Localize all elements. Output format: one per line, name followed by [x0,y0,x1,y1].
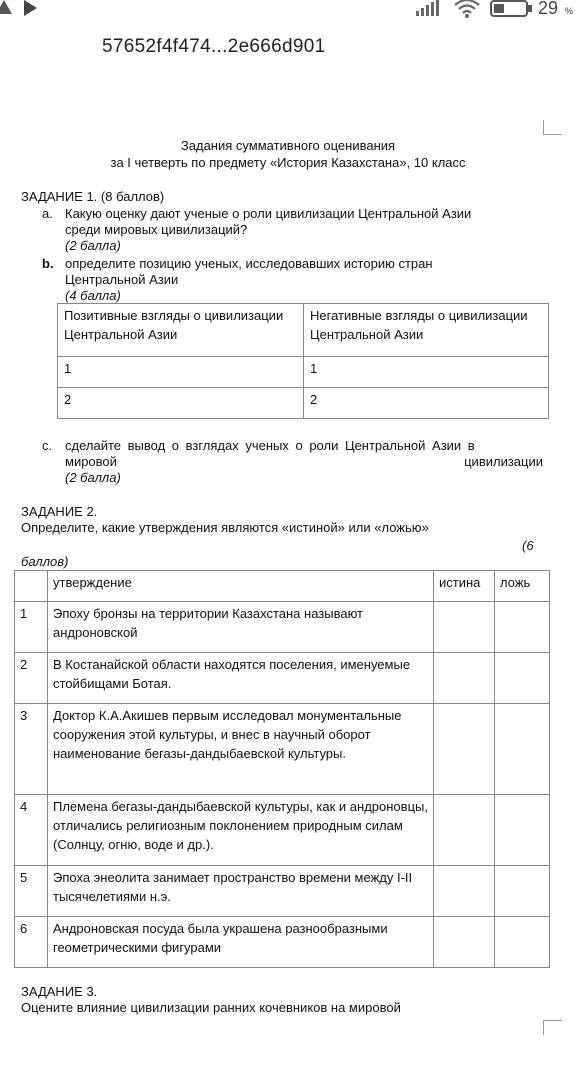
page-corner-mark [543,1020,562,1035]
statement-cell: В Костанайской области находятся поселения, именуемые стойбищами Ботая. [48,653,434,704]
false-cell[interactable] [495,917,550,968]
battery-percent-sign: % [565,6,574,16]
task3-heading: ЗАДАНИЕ 3. [21,984,98,999]
statement-header: утверждение [48,571,434,602]
table-row [15,704,550,795]
table-cell: 1 [304,357,549,388]
row-number: 1 [15,602,48,653]
table-cell: 2 [58,388,304,419]
task1-c-points: (2 балла) [65,470,121,485]
table-header-row [15,571,550,602]
task1-b-line2: Центральной Азии [65,272,179,287]
row-number: 2 [15,653,48,704]
task2-points-part1: (6 [522,538,534,553]
positive-views-header: Позитивные взгляды о цивилизации Центральной Азии [58,304,304,357]
status-bar [0,0,576,20]
true-cell[interactable] [434,653,495,704]
task2-heading: ЗАДАНИЕ 2. [21,504,98,519]
document-title-line1: Задания суммативного оценивания [180,138,396,153]
battery-icon [490,0,534,18]
play-icon [22,0,38,16]
row-number: 6 [15,917,48,968]
task3-instruction: Оцените влияние цивилизации ранних кочевников на мировой [21,1000,401,1015]
table-row [58,388,549,419]
task1-c-marker: c. [42,438,53,453]
row-number: 5 [15,866,48,917]
table-header-row [58,304,549,357]
task1-c-line2-right: цивилизации [464,454,543,469]
row-number: 3 [15,704,48,795]
statement-cell: Эпоху бронзы на территории Казахстана называют андроновской [48,602,434,653]
table-row [58,357,549,388]
task2-instruction: Определите, какие утверждения являются «истиной» или «ложью» [21,520,429,535]
statement-cell: Андроновская посуда была украшена разнообразными геометрическими фигурами [48,917,434,968]
false-header: ложь [495,571,550,602]
task1-a-points: (2 балла) [65,238,121,253]
false-cell[interactable] [495,704,550,795]
file-name: 57652f4f474...2e666d901 [102,36,326,57]
task1-a-marker: a. [42,206,53,221]
false-cell[interactable] [495,602,550,653]
table-cell: 1 [58,357,304,388]
task1-b-points: (4 балла) [65,288,121,303]
page-corner-mark [543,120,562,135]
false-cell[interactable] [495,795,550,866]
table-row [15,653,550,704]
signal-icon [416,0,442,16]
table-cell: 2 [304,388,549,419]
true-cell[interactable] [434,795,495,866]
task1-points: (8 баллов) [100,189,165,204]
task1-heading-row [21,189,164,204]
false-cell[interactable] [495,653,550,704]
negative-views-header: Негативные взгляды о цивилизации Центральной Азии [304,304,549,357]
table-row [15,602,550,653]
alert-icon [0,0,12,14]
false-cell[interactable] [495,866,550,917]
task1-c-line2-left: мировой [65,454,117,469]
statement-cell: Эпоха энеолита занимает пространство времени между I-II тысячелетиями н.э. [48,866,434,917]
battery-percent: 29 [538,0,559,18]
task2-points-part2: баллов) [21,554,69,569]
wifi-icon [453,0,481,18]
true-cell[interactable] [434,704,495,795]
true-cell[interactable] [434,917,495,968]
table-row [15,866,550,917]
statement-cell: Доктор К.А.Акишев первым исследовал монументальные сооружения этой культуры, и внес в научный оборот наименование бегазы-дандыбаевской культуры. [48,704,434,795]
document-title-line2: за I четверть по предмету «История Казахстана», 10 класс [110,155,466,170]
true-cell[interactable] [434,602,495,653]
task1-c-line1: сделайте вывод о взглядах ученых о роли Центральной Азии в [65,438,475,453]
true-header: истина [434,571,495,602]
statement-cell: Племена бегазы-дандыбаевской культуры, как и андроновцы, отличались религиозным поклонением природным силам (Солнцу, огню, воде и др.). [48,795,434,866]
task1-a-line2: среди мировых цивилизаций? [65,222,248,237]
number-header [15,571,48,602]
row-number: 4 [15,795,48,866]
true-false-table [14,570,550,968]
table-row [15,917,550,968]
task1-a-line1: Какую оценку дают ученые о роли цивилизации Центральной Азии [65,206,472,221]
table-row [15,795,550,866]
true-cell[interactable] [434,866,495,917]
views-table [57,303,549,419]
task1-heading: ЗАДАНИЕ 1. [21,189,98,204]
task1-b-marker: b. [42,256,54,271]
task1-b-line1: определите позицию ученых, исследовавших историю стран [65,256,433,271]
